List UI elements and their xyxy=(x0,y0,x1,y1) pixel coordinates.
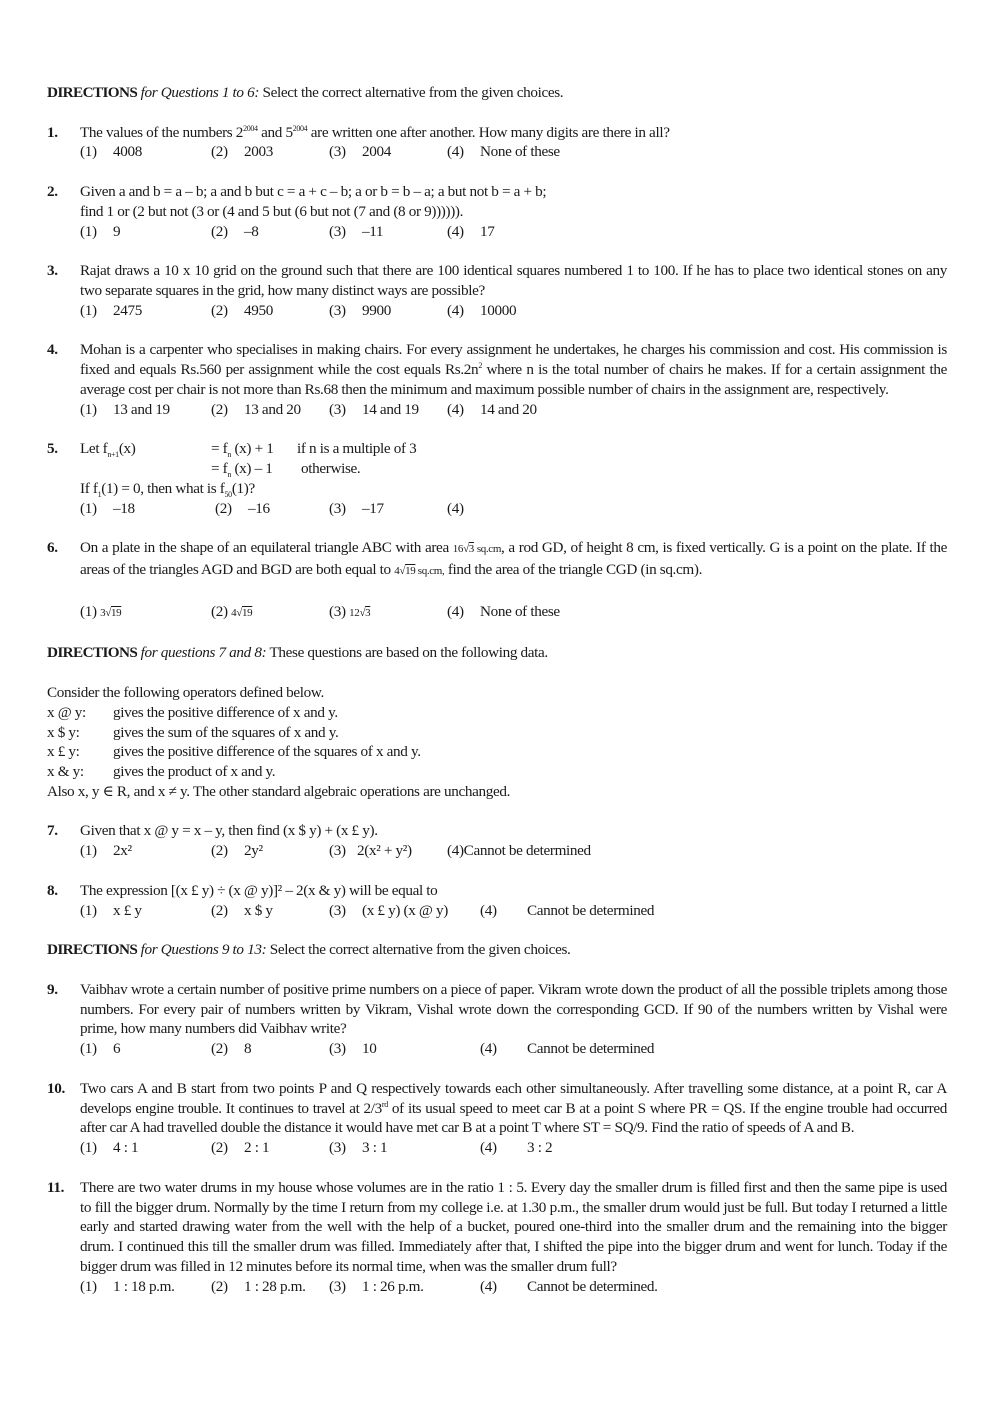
option-label: (3) xyxy=(329,842,346,860)
text-part: (1) = 0, then what is f xyxy=(101,479,225,497)
option-label: (1) xyxy=(80,400,97,418)
option-text: 2 : 1 xyxy=(244,1139,270,1157)
question-4 xyxy=(47,340,947,419)
option-label: (3) xyxy=(329,222,346,240)
question-text-line-1: Given a and b = a – b; a and b but c = a + c – b; a or b = b – a; a but not b = a + b; xyxy=(80,182,547,200)
text-part: find the area of the triangle CGD (in sq.cm). xyxy=(444,561,703,579)
function-rhs xyxy=(211,459,301,479)
option-3 xyxy=(329,901,480,921)
options xyxy=(80,901,947,921)
options xyxy=(80,142,947,162)
text-part: = f xyxy=(211,460,228,478)
option-label: (1) xyxy=(80,222,97,240)
option-text: x £ y xyxy=(113,901,142,919)
option-label: (1) xyxy=(80,901,97,919)
option-label: (3) xyxy=(329,400,346,418)
text-part: and 5 xyxy=(257,123,293,141)
option-4 xyxy=(447,301,516,321)
option-3 xyxy=(329,602,447,624)
question-1 xyxy=(47,123,947,163)
option-label: (2) xyxy=(211,143,228,161)
option-text: Cannot be determined xyxy=(527,901,655,919)
question-text: Given that x @ y = x – y, then find (x $ y) + (x £ y). xyxy=(80,822,378,840)
option-1 xyxy=(80,142,211,162)
operator-description: gives the sum of the squares of x and y. xyxy=(113,723,339,741)
text-part: (x) + 1 xyxy=(231,440,274,458)
directions-q9-13 xyxy=(47,940,947,960)
exponent: 2004 xyxy=(243,123,258,133)
option-label: (2) xyxy=(211,1277,228,1295)
option-3 xyxy=(329,301,447,321)
option-label: (1) xyxy=(80,143,97,161)
options xyxy=(80,499,947,519)
option-label: (1) xyxy=(80,1277,97,1295)
option-label: (3) xyxy=(329,301,346,319)
option-label: (3) xyxy=(329,901,346,919)
option-label: (4) xyxy=(447,301,464,319)
option-label: (4) xyxy=(447,842,464,860)
option-3 xyxy=(329,499,447,519)
text-part: Two cars A and B start from two points P and Q respectively towards each other simultaneously. After travelling some distance, at a point R, car A develops engine trouble. It continues to travel at 2/3 xyxy=(80,1079,947,1117)
subscript: n xyxy=(227,450,232,460)
option-text: 2475 xyxy=(113,301,142,319)
option-1 xyxy=(80,1277,211,1297)
option-text: None of these xyxy=(480,143,560,161)
text-part: where n is the total number of chairs he makes. If for a certain assignment the average cost per chair is not more than Rs.68 then the minimum and maximum possible number of chairs in the assignment are, respectively. xyxy=(80,361,948,398)
question-8 xyxy=(47,881,947,921)
option-1 xyxy=(80,301,211,321)
option-1 xyxy=(80,222,211,242)
option-text: 2004 xyxy=(362,143,391,161)
operator-symbol: x $ y: xyxy=(47,723,80,741)
option-label: (3) xyxy=(329,1277,346,1295)
option-1 xyxy=(80,1138,211,1158)
coefficient: 16 xyxy=(452,543,464,556)
text-part: , a rod GD, of height 8 cm, is fixed vertically. G is a point on the plate. If the areas of the triangles AGD and BGD are both equal to xyxy=(80,539,947,579)
options xyxy=(80,400,947,420)
exam-page xyxy=(47,83,947,1297)
subscript: 50 xyxy=(224,489,232,499)
question-text xyxy=(80,538,947,582)
options xyxy=(80,841,947,861)
option-label: (1) xyxy=(80,1139,97,1157)
option-label: (2) xyxy=(211,901,228,919)
math-expression: 16√3 sq.cm xyxy=(452,543,502,556)
option-text: Cannot be determined xyxy=(463,842,591,860)
question-5 xyxy=(47,439,947,518)
option-2 xyxy=(211,602,329,624)
option-text: None of these xyxy=(480,602,560,620)
option-text: 1 : 26 p.m. xyxy=(362,1277,424,1295)
option-label: (4) xyxy=(447,400,464,418)
option-text: 8 xyxy=(244,1040,252,1058)
operator-symbol: x @ y: xyxy=(47,703,86,721)
radicand: 3 xyxy=(365,606,371,619)
option-1 xyxy=(80,499,215,519)
option-3 xyxy=(329,142,447,162)
option-2 xyxy=(211,142,329,162)
condition: otherwise. xyxy=(301,460,361,478)
option-text: (x £ y) (x @ y) xyxy=(362,901,448,919)
question-number: 6. xyxy=(47,539,58,557)
superscript: rd xyxy=(381,1099,388,1109)
option-label: (3) xyxy=(329,1040,346,1058)
option-label: (2) xyxy=(211,1139,228,1157)
function-rhs xyxy=(211,439,297,459)
option-text: 9 xyxy=(113,222,121,240)
option-3 xyxy=(329,1277,480,1297)
directions-label: DIRECTIONS xyxy=(47,84,138,101)
option-text: 1 : 28 p.m. xyxy=(244,1277,306,1295)
option-text: 14 and 19 xyxy=(362,400,419,418)
option-text: –11 xyxy=(362,222,384,240)
options xyxy=(80,222,947,242)
unit: sq.cm, xyxy=(415,565,445,578)
option-text: 10 xyxy=(362,1040,377,1058)
option-4 xyxy=(447,400,537,420)
options xyxy=(80,1277,947,1297)
option-label: (4) xyxy=(480,1040,497,1058)
math-expression: 3√19 xyxy=(100,606,122,619)
directions-q7-8 xyxy=(47,643,947,663)
option-label: (1) xyxy=(80,602,97,620)
math-expression: 4√19 sq.cm, xyxy=(394,565,445,578)
text-part: (1)? xyxy=(231,479,255,497)
question-2 xyxy=(47,182,947,241)
question-11 xyxy=(47,1178,947,1297)
option-label: (3) xyxy=(329,602,346,620)
option-label: (4) xyxy=(480,901,497,919)
option-2 xyxy=(215,499,329,519)
option-2 xyxy=(211,1138,329,1158)
option-label: (4) xyxy=(480,1139,497,1157)
option-4 xyxy=(480,1039,654,1059)
question-number: 8. xyxy=(47,881,58,899)
option-text: 1 : 18 p.m. xyxy=(113,1277,175,1295)
text-part: (x) – 1 xyxy=(231,460,273,478)
option-1 xyxy=(80,400,211,420)
option-4 xyxy=(447,499,480,519)
condition: if n is a multiple of 3 xyxy=(297,440,417,458)
operator-row xyxy=(47,762,947,782)
unit: sq.cm xyxy=(473,543,502,556)
question-text: Vaibhav wrote a certain number of positive prime numbers on a piece of paper. Vikram wrote down the product of all the possible triplets among those numbers. For every pair of numbers written by Vikram, Vishal wrote down the corresponding GCD. If 90 of the numbers written by Vishal were prime, how many numbers did Vaibhav write? xyxy=(80,980,947,1038)
question-text xyxy=(80,479,947,499)
operator-symbol: x & y: xyxy=(47,763,84,781)
coefficient: 3 xyxy=(100,606,106,619)
option-label: (2) xyxy=(211,1040,228,1058)
option-4 xyxy=(480,1277,658,1297)
question-text-line-2: find 1 or (2 but not (3 or (4 and 5 but (6 but not (7 and (8 or 9)))))). xyxy=(80,202,464,220)
option-label: (2) xyxy=(211,301,228,319)
option-4 xyxy=(447,222,495,242)
operators-intro: Consider the following operators defined below. xyxy=(47,683,324,701)
option-2 xyxy=(211,301,329,321)
operator-definitions xyxy=(47,683,947,802)
function-lhs xyxy=(80,439,211,459)
option-text: 4 : 1 xyxy=(113,1139,139,1157)
question-text: Rajat draws a 10 x 10 grid on the ground such that there are 100 identical squares numbered 1 to 100. If he has to place two identical stones on any two separate squares in the grid, how many distinct ways are possible? xyxy=(80,262,947,299)
option-2 xyxy=(211,1277,329,1297)
question-text: There are two water drums in my house whose volumes are in the ratio 1 : 5. Every day the smaller drum is filled first and then the same pipe is used to fill the bigger drum. Normally by the time I return from my college i.e. at 1.30 p.m., the smaller drum would just be full. But today I returned a little early and started drawing water from the well with the help of a bucket, poured one-third into the smaller drum and the remaining into the bigger drum. I continued this till the smaller drum was filled. Immediately after that, I shifted the pipe into the bigger drum and went for lunch. Today if the bigger drum was filled in 12 minutes before its normal time, when was the smaller drum full? xyxy=(80,1178,947,1276)
question-text: The expression [(x £ y) ÷ (x @ y)]² – 2(x & y) will be equal to xyxy=(80,881,438,899)
option-label: (4) xyxy=(447,222,464,240)
option-text: 3 : 1 xyxy=(362,1139,388,1157)
question-number: 3. xyxy=(47,262,58,280)
option-text: Cannot be determined xyxy=(527,1040,655,1058)
option-4 xyxy=(447,602,560,624)
operators-note: Also x, y ∈ R, and x ≠ y. The other standard algebraic operations are unchanged. xyxy=(47,782,511,800)
option-text: 2x² xyxy=(113,842,132,860)
question-text xyxy=(80,340,947,399)
radicand: 3 xyxy=(468,543,474,556)
option-text: 10000 xyxy=(480,301,517,319)
text-part: (x) xyxy=(118,440,136,458)
directions-range: for Questions 1 to 6: xyxy=(137,84,260,101)
operator-description: gives the positive difference of the squares of x and y. xyxy=(113,743,421,761)
coefficient: 4 xyxy=(231,606,237,619)
question-9 xyxy=(47,980,947,1059)
radicand: 19 xyxy=(241,606,253,619)
option-1 xyxy=(80,841,211,861)
options xyxy=(80,301,947,321)
option-2 xyxy=(211,400,329,420)
question-3 xyxy=(47,261,947,320)
option-text: 2y² xyxy=(244,842,263,860)
question-number: 4. xyxy=(47,341,58,359)
option-text: 14 and 20 xyxy=(480,400,537,418)
operator-description: gives the product of x and y. xyxy=(113,763,276,781)
option-label: (2) xyxy=(215,499,232,517)
coefficient: 4 xyxy=(394,565,400,578)
option-4 xyxy=(447,841,591,861)
operator-symbol: x £ y: xyxy=(47,743,80,761)
option-text: 6 xyxy=(113,1040,121,1058)
option-text: 9900 xyxy=(362,301,391,319)
subscript: n xyxy=(227,470,232,480)
option-text: –18 xyxy=(113,499,135,517)
exponent: 2 xyxy=(478,361,482,371)
question-10 xyxy=(47,1079,947,1158)
text-part: If f xyxy=(80,479,98,497)
option-1 xyxy=(80,602,211,624)
question-number: 10. xyxy=(47,1079,65,1097)
directions-q1-6 xyxy=(47,83,947,103)
text-part: of its usual speed to meet car B at a point S where PR = QS. If the engine trouble had occurred after car A had travelled double the distance it would have met car B at a point T where ST = SQ/9. Find the ratio of speeds of A and B. xyxy=(80,1099,947,1137)
text-part: Mohan is a carpenter who specialises in making chairs. For every assignment he undertakes, he charges his commission and cost. His commission is fixed and equals Rs.560 per assignment while the cost equals Rs.2n xyxy=(80,341,947,379)
operator-row xyxy=(47,723,947,743)
option-3 xyxy=(329,400,447,420)
option-text: 4950 xyxy=(244,301,273,319)
option-2 xyxy=(211,841,329,861)
text-part: Let f xyxy=(80,440,108,458)
question-text xyxy=(80,123,947,143)
option-label: (4) xyxy=(447,499,464,517)
option-text: –16 xyxy=(248,499,270,517)
option-label: (1) xyxy=(80,301,97,319)
math-expression: 4√19 xyxy=(231,606,253,619)
option-label: (2) xyxy=(211,602,228,620)
option-label: (1) xyxy=(80,499,97,517)
option-label: (3) xyxy=(329,1139,346,1157)
question-number: 5. xyxy=(47,440,58,458)
text-part: = f xyxy=(211,440,228,458)
text-part: On a plate in the shape of an equilateral triangle ABC with area xyxy=(80,539,453,557)
option-text: Cannot be determined. xyxy=(527,1277,658,1295)
option-2 xyxy=(211,1039,329,1059)
option-3 xyxy=(329,1039,480,1059)
option-3 xyxy=(329,841,447,861)
option-2 xyxy=(211,222,329,242)
option-label: (3) xyxy=(329,499,346,517)
option-3 xyxy=(329,222,447,242)
option-text: 4008 xyxy=(113,143,142,161)
function-definition-line-2 xyxy=(80,459,947,479)
question-number: 9. xyxy=(47,980,58,998)
options xyxy=(80,1138,947,1158)
subscript: n+1 xyxy=(107,450,119,460)
option-1 xyxy=(80,901,211,921)
radicand: 19 xyxy=(405,565,416,578)
radicand: 19 xyxy=(110,606,122,619)
question-7 xyxy=(47,821,947,861)
option-text: 17 xyxy=(480,222,495,240)
question-number: 7. xyxy=(47,822,58,840)
exponent: 2004 xyxy=(292,123,308,133)
question-number: 1. xyxy=(47,123,58,141)
option-label: (4) xyxy=(447,143,464,161)
directions-text: Select the correct alternative from the given choices. xyxy=(259,84,564,101)
directions-text: These questions are based on the following data. xyxy=(266,644,548,662)
operator-description: gives the positive difference of x and y. xyxy=(113,703,338,721)
operator-row xyxy=(47,703,947,723)
question-6 xyxy=(47,538,947,623)
directions-label: DIRECTIONS xyxy=(47,644,138,662)
option-text: 13 and 19 xyxy=(113,400,170,418)
option-4 xyxy=(480,901,654,921)
directions-range: for questions 7 and 8: xyxy=(137,644,267,662)
option-1 xyxy=(80,1039,211,1059)
option-2 xyxy=(211,901,329,921)
math-expression: 12√3 xyxy=(349,606,371,619)
option-text: 13 and 20 xyxy=(244,400,301,418)
question-number: 2. xyxy=(47,182,58,200)
options xyxy=(80,1039,947,1059)
option-4 xyxy=(480,1138,552,1158)
option-label: (2) xyxy=(211,842,228,860)
function-definition-line-1 xyxy=(80,439,947,459)
option-text: –8 xyxy=(244,222,259,240)
text-part: The values of the numbers 2 xyxy=(80,123,244,141)
option-text: –17 xyxy=(362,499,384,517)
coefficient: 12 xyxy=(349,606,360,619)
option-label: (2) xyxy=(211,400,228,418)
directions-range: for Questions 9 to 13: xyxy=(137,941,267,959)
options xyxy=(80,602,947,624)
option-label: (2) xyxy=(211,222,228,240)
option-text: 2003 xyxy=(244,143,273,161)
option-4 xyxy=(447,142,560,162)
text-part: are written one after another. How many digits are there in all? xyxy=(307,123,670,141)
directions-text: Select the correct alternative from the given choices. xyxy=(266,941,571,959)
option-3 xyxy=(329,1138,480,1158)
option-label: (3) xyxy=(329,143,346,161)
question-text xyxy=(80,1079,947,1138)
option-label: (1) xyxy=(80,842,97,860)
option-label: (1) xyxy=(80,1040,97,1058)
option-text: 3 : 2 xyxy=(527,1139,553,1157)
option-text: x $ y xyxy=(244,901,273,919)
option-label: (4) xyxy=(480,1277,497,1295)
directions-label: DIRECTIONS xyxy=(47,941,138,959)
option-text: 2(x² + y²) xyxy=(357,842,412,860)
question-number: 11. xyxy=(47,1178,65,1196)
operator-row xyxy=(47,742,947,762)
option-label: (4) xyxy=(447,602,464,620)
subscript: 1 xyxy=(97,489,102,499)
